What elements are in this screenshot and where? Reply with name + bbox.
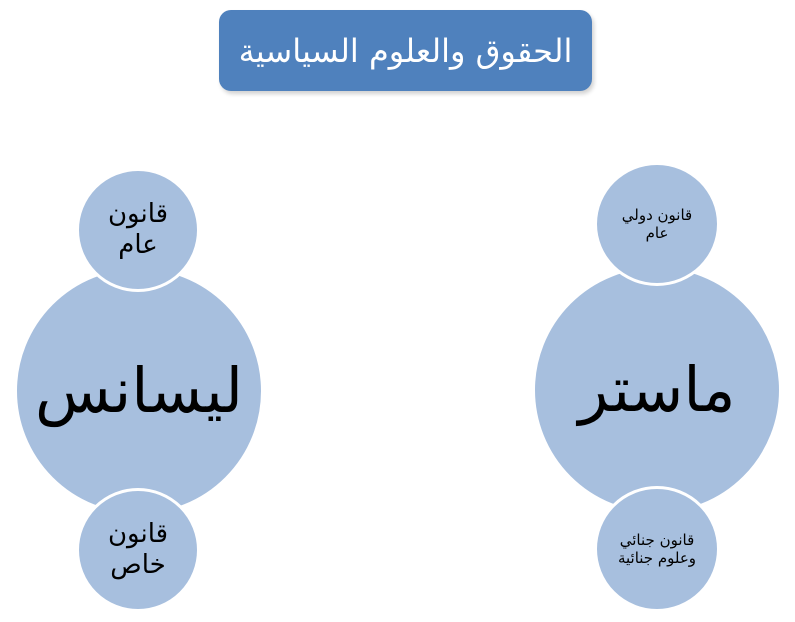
circle-master bbox=[532, 265, 782, 515]
label-public-law-1: قانون bbox=[107, 198, 169, 229]
label-public-law-2: عام bbox=[118, 230, 158, 260]
label-criminal-law-1: قانون جنائي bbox=[619, 531, 695, 549]
circle-international-law bbox=[594, 162, 720, 286]
title-box bbox=[219, 10, 592, 91]
circle-private-law bbox=[76, 488, 200, 612]
diagram-title: الحقوق والعلوم السياسية bbox=[238, 31, 573, 70]
circle-licence bbox=[14, 266, 264, 516]
label-licence: ليسانس bbox=[34, 353, 244, 427]
label-private-law-1: قانون bbox=[107, 518, 169, 549]
label-international-law-2: عام bbox=[645, 224, 669, 242]
label-master: ماستر bbox=[578, 352, 736, 426]
circle-public-law bbox=[76, 168, 200, 292]
label-private-law-2: خاص bbox=[110, 550, 166, 580]
label-international-law-1: قانون دولي bbox=[621, 206, 693, 224]
circle-criminal-law bbox=[594, 486, 720, 612]
label-criminal-law-2: وعلوم جنائية bbox=[617, 549, 697, 567]
